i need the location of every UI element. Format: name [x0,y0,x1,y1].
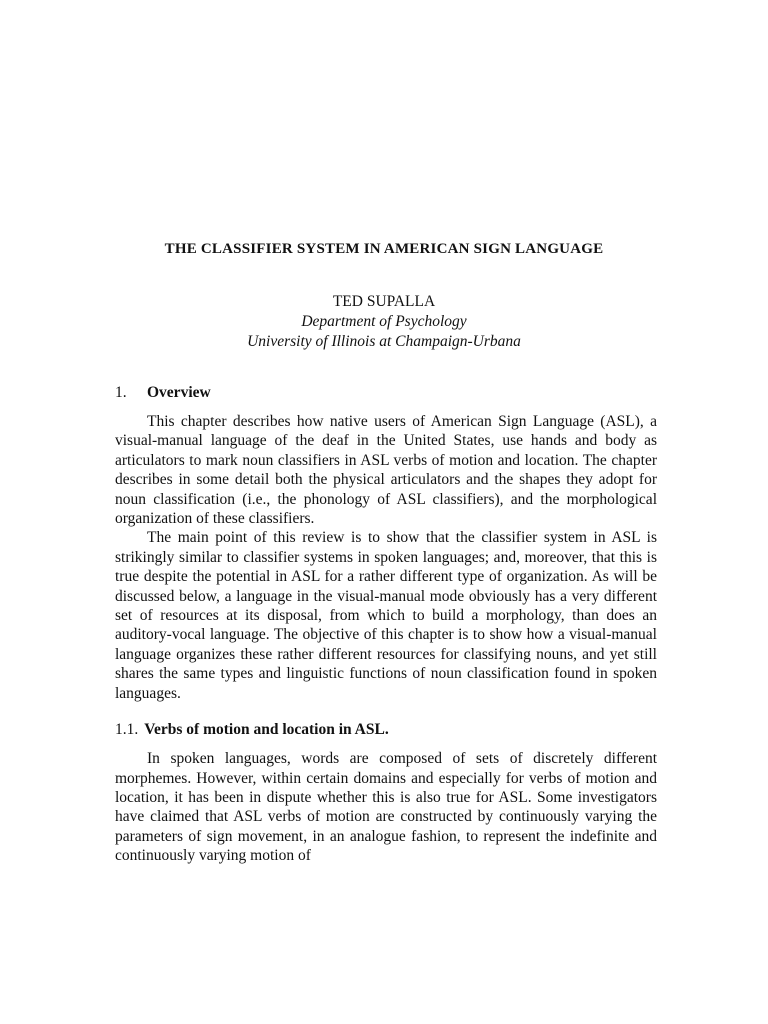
author-name: TED SUPALLA [332,293,436,310]
section-title: Verbs of motion and location in ASL. [144,721,389,739]
author-department: Department of Psychology [301,313,467,330]
spacer [115,403,657,412]
section-number: 1. [115,384,127,401]
section-heading-overview [115,383,657,403]
paper-title: THE CLASSIFIER SYSTEM IN AMERICAN SIGN LANGUAGE [164,241,604,257]
section-number: 1.1. [115,721,139,739]
body-text [115,383,657,866]
author-block [0,292,768,352]
section-title: Overview [147,384,211,401]
spacer [115,703,657,720]
section-heading-verbs-of-motion [115,720,657,740]
paragraph: In spoken languages, words are composed of sets of discretely different morphemes. However, within certain domains and especially for verbs of motion and location, it has been in dispute whether this is also true for ASL. Some investigators have claimed that ASL verbs of motion are constructed by continuously varying the parameters of sign movement, in an analogue fashion, to represent the indefinite and continuously varying motion of [115,750,657,865]
paragraph: This chapter describes how native users of American Sign Language (ASL), a visual-manual language of the deaf in the United States, use hands and body as articulators to mark noun classifiers in ASL verbs of motion and location. The chapter describes in some detail both the physical articulators and the shapes they adopt for noun classification (i.e., the phonology of ASL classifiers), and the morphological organization of these classifiers. [115,413,657,528]
author-university: University of Illinois at Champaign-Urbana [247,333,521,350]
spacer [115,740,657,749]
paragraph: The main point of this review is to show that the classifier system in ASL is strikingly similar to classifier systems in spoken languages; and, moreover, that this is true despite the potential in ASL for a rather different type of organization. As will be discussed below, a language in the visual-manual mode obviously has a very different set of resources at its disposal, from which to build a morphology, than does an auditory-vocal language. The objective of this chapter is to show how a visual-manual language organizes these rather different resources for classifying nouns, and yet still shares the same types and linguistic functions of noun classification found in spoken languages. [115,529,657,702]
